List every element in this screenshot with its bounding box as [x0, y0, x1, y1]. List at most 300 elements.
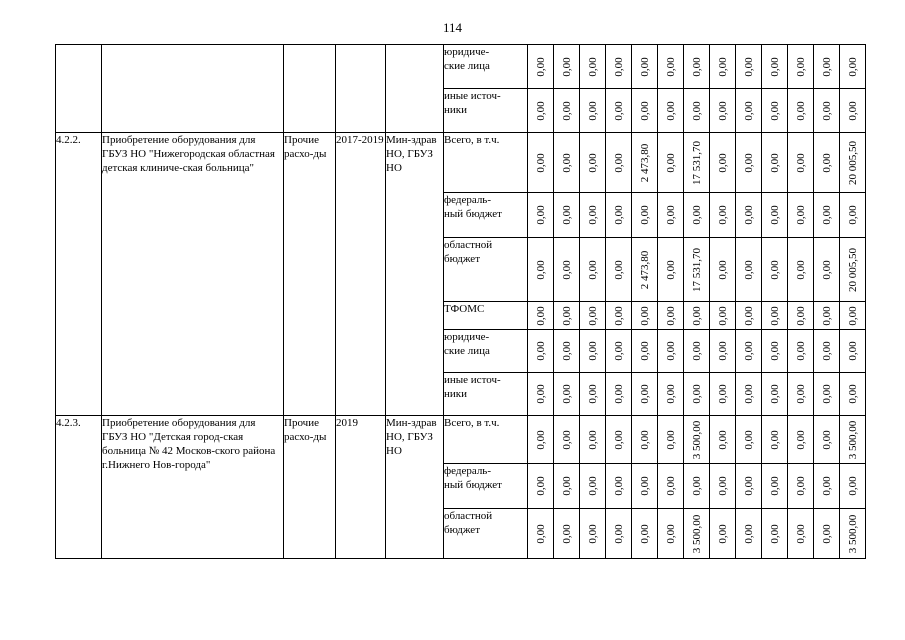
value-text: 0,00	[638, 205, 651, 225]
value-cell	[606, 302, 632, 330]
value-cell	[736, 302, 762, 330]
value-cell	[840, 416, 866, 464]
funding-source-label: федераль- ный бюджет	[444, 465, 502, 491]
value-cell	[580, 373, 606, 416]
value-cell	[554, 133, 580, 193]
value-cell	[814, 509, 840, 559]
value-cell	[710, 45, 736, 89]
value-text: 0,00	[768, 523, 781, 544]
value-cell	[814, 373, 840, 416]
value-text: 0,00	[716, 476, 729, 496]
funding-source-cell	[444, 509, 528, 559]
funding-source-cell	[444, 302, 528, 330]
value-text: 0,00	[560, 56, 573, 77]
value-text: 0,00	[794, 341, 807, 361]
value-cell	[606, 89, 632, 133]
value-cell	[658, 416, 684, 464]
value-cell	[580, 89, 606, 133]
value-text: 0,00	[612, 523, 625, 544]
value-text: 0,00	[664, 476, 677, 496]
value-cell	[658, 464, 684, 509]
value-text: 0,00	[716, 259, 729, 280]
value-text: 0,00	[742, 259, 755, 280]
value-cell	[580, 416, 606, 464]
item-expense-type: Прочие расхо-ды	[284, 133, 336, 416]
value-cell	[632, 330, 658, 373]
value-text: 0,00	[638, 429, 651, 450]
value-cell	[710, 193, 736, 238]
item-name: Приобретение оборудования для ГБУЗ НО "Детская город-ская больница № 42 Москов-ского района г.Нижнего Нов-города"	[102, 416, 284, 559]
value-text: 0,00	[586, 56, 599, 77]
value-text: 0,00	[534, 523, 547, 544]
funding-source-cell	[444, 133, 528, 193]
value-cell	[710, 330, 736, 373]
value-text: 0,00	[716, 205, 729, 225]
value-text: 0,00	[820, 56, 833, 77]
value-text: 0,00	[768, 429, 781, 450]
value-text: 2 473,80	[638, 143, 651, 182]
funding-source-label: федераль- ный бюджет	[444, 194, 502, 220]
value-text: 0,00	[534, 305, 547, 326]
value-cell	[632, 416, 658, 464]
value-cell	[762, 464, 788, 509]
value-text: 0,00	[794, 56, 807, 77]
funding-source-cell	[444, 416, 528, 464]
item-period: 2017-2019	[336, 133, 386, 416]
value-text: 0,00	[716, 56, 729, 77]
funding-source-label: иные источ- ники	[444, 90, 501, 116]
value-text: 0,00	[716, 429, 729, 450]
value-cell	[788, 464, 814, 509]
value-cell	[814, 133, 840, 193]
value-text: 0,00	[690, 476, 703, 496]
value-text: 0,00	[638, 384, 651, 404]
value-text: 0,00	[586, 259, 599, 280]
value-cell	[684, 509, 710, 559]
value-cell	[528, 464, 554, 509]
value-cell	[658, 509, 684, 559]
value-cell	[788, 330, 814, 373]
value-text: 0,00	[586, 152, 599, 173]
value-cell	[736, 89, 762, 133]
value-text: 0,00	[638, 476, 651, 496]
value-text: 0,00	[742, 205, 755, 225]
value-text: 0,00	[820, 523, 833, 544]
value-text: 0,00	[664, 100, 677, 121]
value-text: 0,00	[534, 56, 547, 77]
value-cell	[762, 193, 788, 238]
value-text: 0,00	[846, 341, 859, 361]
value-cell	[632, 464, 658, 509]
value-text: 0,00	[586, 476, 599, 496]
value-text: 0,00	[742, 56, 755, 77]
value-cell	[580, 45, 606, 89]
value-text: 0,00	[768, 259, 781, 280]
value-text: 0,00	[664, 523, 677, 544]
funding-source-label: областной бюджет	[444, 510, 493, 536]
value-cell	[684, 373, 710, 416]
value-cell	[554, 330, 580, 373]
value-text: 0,00	[794, 476, 807, 496]
value-cell	[684, 464, 710, 509]
value-text: 0,00	[612, 476, 625, 496]
value-cell	[710, 238, 736, 302]
funding-source-cell	[444, 89, 528, 133]
value-text: 0,00	[560, 259, 573, 280]
value-text: 0,00	[846, 384, 859, 404]
value-text: 0,00	[768, 341, 781, 361]
item-name: Приобретение оборудования для ГБУЗ НО "Нижегородская областная детская клиниче-ская больница"	[102, 133, 284, 416]
value-cell	[554, 238, 580, 302]
value-text: 0,00	[794, 259, 807, 280]
value-cell	[580, 238, 606, 302]
value-cell	[762, 45, 788, 89]
value-text: 0,00	[664, 305, 677, 326]
value-text: 0,00	[690, 305, 703, 326]
value-cell	[658, 238, 684, 302]
value-text: 0,00	[846, 100, 859, 121]
funding-source-cell	[444, 238, 528, 302]
value-cell	[632, 193, 658, 238]
value-text: 0,00	[612, 152, 625, 173]
value-cell	[632, 133, 658, 193]
value-cell	[762, 509, 788, 559]
value-text: 0,00	[716, 341, 729, 361]
value-cell	[788, 45, 814, 89]
value-cell	[814, 45, 840, 89]
value-text: 0,00	[820, 305, 833, 326]
value-cell	[684, 45, 710, 89]
value-cell	[840, 464, 866, 509]
item-code: 4.2.2.	[56, 133, 102, 416]
value-cell	[528, 89, 554, 133]
value-text: 0,00	[638, 56, 651, 77]
value-cell	[710, 133, 736, 193]
value-cell	[658, 45, 684, 89]
value-text: 0,00	[794, 305, 807, 326]
value-text: 3 500,00	[690, 514, 703, 553]
value-cell	[632, 238, 658, 302]
value-cell	[762, 133, 788, 193]
value-cell	[606, 416, 632, 464]
value-cell	[554, 45, 580, 89]
value-text: 0,00	[846, 205, 859, 225]
value-cell	[710, 464, 736, 509]
value-cell	[658, 89, 684, 133]
value-text: 0,00	[664, 384, 677, 404]
funding-source-label: юридиче- ские лица	[444, 331, 490, 357]
value-cell	[788, 416, 814, 464]
value-cell	[710, 302, 736, 330]
value-cell	[632, 89, 658, 133]
value-text: 0,00	[820, 384, 833, 404]
value-cell	[762, 416, 788, 464]
value-text: 3 500,00	[846, 514, 859, 553]
value-cell	[788, 373, 814, 416]
value-text: 0,00	[820, 429, 833, 450]
value-text: 0,00	[690, 384, 703, 404]
value-cell	[580, 464, 606, 509]
value-text: 0,00	[638, 100, 651, 121]
value-text: 0,00	[794, 152, 807, 173]
value-text: 0,00	[560, 341, 573, 361]
value-text: 0,00	[716, 384, 729, 404]
value-text: 0,00	[664, 341, 677, 361]
value-text: 0,00	[690, 341, 703, 361]
value-cell	[788, 133, 814, 193]
value-cell	[788, 238, 814, 302]
value-cell	[840, 89, 866, 133]
value-text: 3 500,00	[846, 420, 859, 459]
value-text: 0,00	[820, 205, 833, 225]
value-cell	[580, 193, 606, 238]
value-cell	[632, 373, 658, 416]
value-text: 0,00	[664, 205, 677, 225]
value-text: 0,00	[534, 341, 547, 361]
value-cell	[710, 416, 736, 464]
value-cell	[658, 330, 684, 373]
value-cell	[606, 133, 632, 193]
value-cell	[684, 302, 710, 330]
table-row	[56, 45, 866, 89]
value-text: 0,00	[768, 152, 781, 173]
value-cell	[554, 464, 580, 509]
value-cell	[632, 45, 658, 89]
value-cell	[554, 373, 580, 416]
value-cell	[736, 373, 762, 416]
value-cell	[528, 509, 554, 559]
value-text: 0,00	[794, 429, 807, 450]
value-cell	[554, 193, 580, 238]
value-cell	[684, 193, 710, 238]
funding-source-label: юридиче- ские лица	[444, 46, 490, 72]
value-cell	[528, 193, 554, 238]
value-cell	[788, 193, 814, 238]
value-text: 0,00	[612, 100, 625, 121]
value-cell	[580, 302, 606, 330]
value-text: 2 473,80	[638, 250, 651, 289]
value-text: 0,00	[560, 305, 573, 326]
value-cell	[840, 302, 866, 330]
value-text: 0,00	[560, 429, 573, 450]
funding-source-label: ТФОМС	[444, 303, 485, 315]
value-cell	[840, 509, 866, 559]
value-cell	[814, 238, 840, 302]
value-text: 0,00	[612, 384, 625, 404]
value-text: 0,00	[846, 56, 859, 77]
value-text: 0,00	[560, 523, 573, 544]
item-code: 4.2.3.	[56, 416, 102, 559]
value-text: 0,00	[664, 429, 677, 450]
value-text: 0,00	[716, 305, 729, 326]
value-cell	[814, 330, 840, 373]
value-text: 0,00	[534, 100, 547, 121]
value-text: 0,00	[742, 476, 755, 496]
value-text: 0,00	[534, 384, 547, 404]
value-cell	[580, 509, 606, 559]
value-text: 0,00	[664, 259, 677, 280]
value-cell	[580, 330, 606, 373]
value-text: 0,00	[768, 476, 781, 496]
value-cell	[788, 89, 814, 133]
value-text: 0,00	[716, 152, 729, 173]
value-text: 0,00	[534, 476, 547, 496]
value-cell	[814, 302, 840, 330]
value-cell	[762, 238, 788, 302]
value-text: 17 531,70	[690, 247, 703, 292]
value-cell	[658, 302, 684, 330]
value-cell	[684, 330, 710, 373]
value-cell	[554, 89, 580, 133]
item-executor	[386, 45, 444, 133]
value-cell	[736, 238, 762, 302]
value-text: 0,00	[612, 305, 625, 326]
value-cell	[684, 89, 710, 133]
value-text: 0,00	[690, 56, 703, 77]
item-code	[56, 45, 102, 133]
value-text: 0,00	[638, 523, 651, 544]
value-cell	[788, 509, 814, 559]
value-text: 0,00	[690, 205, 703, 225]
value-cell	[710, 89, 736, 133]
value-text: 0,00	[612, 205, 625, 225]
value-text: 0,00	[846, 305, 859, 326]
value-text: 0,00	[794, 523, 807, 544]
value-text: 0,00	[664, 152, 677, 173]
value-cell	[710, 509, 736, 559]
value-cell	[814, 193, 840, 238]
value-text: 0,00	[742, 384, 755, 404]
value-cell	[788, 302, 814, 330]
value-cell	[528, 133, 554, 193]
value-text: 0,00	[768, 100, 781, 121]
value-cell	[736, 330, 762, 373]
item-executor: Мин-здрав НО, ГБУЗ НО	[386, 133, 444, 416]
budget-table	[55, 44, 866, 559]
value-cell	[554, 509, 580, 559]
value-text: 0,00	[612, 259, 625, 280]
item-period: 2019	[336, 416, 386, 559]
funding-source-cell	[444, 464, 528, 509]
value-cell	[840, 193, 866, 238]
value-cell	[606, 373, 632, 416]
value-text: 0,00	[794, 384, 807, 404]
value-text: 0,00	[794, 100, 807, 121]
funding-source-label: областной бюджет	[444, 239, 493, 265]
funding-source-cell	[444, 373, 528, 416]
value-cell	[684, 238, 710, 302]
value-cell	[814, 416, 840, 464]
value-text: 0,00	[742, 100, 755, 121]
value-cell	[606, 45, 632, 89]
value-cell	[814, 464, 840, 509]
value-text: 0,00	[612, 56, 625, 77]
funding-source-label: Всего, в т.ч.	[444, 417, 500, 429]
value-text: 0,00	[690, 100, 703, 121]
value-cell	[762, 89, 788, 133]
value-text: 0,00	[742, 429, 755, 450]
item-expense-type: Прочие расхо-ды	[284, 416, 336, 559]
value-text: 0,00	[820, 259, 833, 280]
value-cell	[762, 330, 788, 373]
value-text: 0,00	[560, 152, 573, 173]
value-cell	[554, 302, 580, 330]
value-text: 0,00	[534, 259, 547, 280]
value-cell	[580, 133, 606, 193]
value-cell	[632, 509, 658, 559]
value-cell	[658, 373, 684, 416]
value-text: 0,00	[586, 205, 599, 225]
value-cell	[736, 509, 762, 559]
value-text: 0,00	[664, 56, 677, 77]
page-number: 114	[442, 20, 463, 35]
value-cell	[762, 373, 788, 416]
value-cell	[736, 416, 762, 464]
value-text: 0,00	[768, 205, 781, 225]
value-cell	[840, 373, 866, 416]
value-text: 0,00	[560, 100, 573, 121]
value-text: 0,00	[586, 305, 599, 326]
value-text: 0,00	[742, 305, 755, 326]
value-cell	[840, 238, 866, 302]
value-text: 0,00	[794, 205, 807, 225]
value-cell	[840, 330, 866, 373]
value-text: 0,00	[586, 341, 599, 361]
value-text: 0,00	[612, 429, 625, 450]
value-cell	[658, 193, 684, 238]
value-cell	[840, 45, 866, 89]
funding-source-label: Всего, в т.ч.	[444, 134, 500, 146]
value-cell	[528, 238, 554, 302]
value-cell	[554, 416, 580, 464]
value-text: 0,00	[612, 341, 625, 361]
value-text: 0,00	[638, 341, 651, 361]
value-cell	[710, 373, 736, 416]
table-row	[56, 133, 866, 193]
value-text: 0,00	[534, 152, 547, 173]
value-cell	[684, 133, 710, 193]
value-cell	[528, 330, 554, 373]
value-cell	[736, 133, 762, 193]
value-text: 0,00	[716, 523, 729, 544]
value-cell	[736, 193, 762, 238]
value-text: 0,00	[586, 523, 599, 544]
value-text: 0,00	[820, 152, 833, 173]
value-text: 3 500,00	[690, 420, 703, 459]
value-cell	[632, 302, 658, 330]
value-text: 0,00	[846, 476, 859, 496]
value-cell	[606, 509, 632, 559]
value-cell	[528, 302, 554, 330]
value-cell	[658, 133, 684, 193]
value-text: 0,00	[560, 476, 573, 496]
funding-source-cell	[444, 193, 528, 238]
value-cell	[528, 45, 554, 89]
value-text: 0,00	[742, 152, 755, 173]
value-cell	[606, 193, 632, 238]
item-name	[102, 45, 284, 133]
value-cell	[736, 45, 762, 89]
value-text: 20 005,50	[846, 247, 859, 292]
value-text: 0,00	[586, 384, 599, 404]
value-text: 20 005,50	[846, 140, 859, 185]
funding-source-cell	[444, 45, 528, 89]
value-text: 0,00	[716, 100, 729, 121]
value-text: 0,00	[560, 205, 573, 225]
value-cell	[762, 302, 788, 330]
value-text: 0,00	[768, 56, 781, 77]
item-executor: Мин-здрав НО, ГБУЗ НО	[386, 416, 444, 559]
